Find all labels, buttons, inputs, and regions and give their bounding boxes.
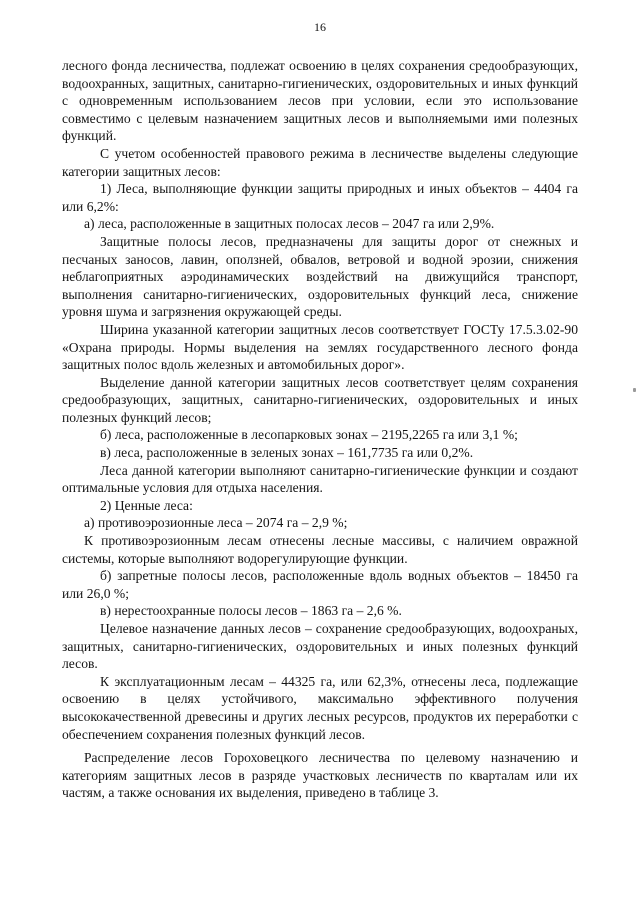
- scan-speck-decoration: [633, 388, 636, 392]
- paragraph-distribution-table-reference: Распределение лесов Гороховецкого лесничества по целевому назначению и категориям защитных лесов в разряде участковых лесничеств по кварталам или их частям, а также основания их выделения, приведено в таблице 3.: [62, 750, 578, 801]
- page-number: 16: [314, 20, 326, 34]
- paragraph-sanitary-functions: Леса данной категории выполняют санитарно-гигиенические функции и создают оптимальные условия для отдыха населения.: [62, 462, 578, 496]
- paragraph-anti-erosion-description: К противоэрозионным лесам отнесены лесные массивы, с наличием овражной системы, которые выполняют водорегулирующие функции.: [62, 533, 578, 566]
- paragraph-item-v-spawning-strips: в) нерестоохранные полосы лесов – 1863 га – 2,6 %.: [100, 603, 402, 619]
- paragraph-item-a-protective-strips: а) леса, расположенные в защитных полосах лесов – 2047 га или 2,9%.: [84, 216, 495, 232]
- paragraph-protective-strips-purpose: Защитные полосы лесов, предназначены для защиты дорог от снежных и песчаных заносов, лавин, оползней, обвалов, ветровой и водной эрозии, снижения неблагоприятных аэродинамических воздействий на движущийся транспорт, выполнения санитарно-гигиенических, оздоровительных функций леса, снижение уровня шума и загрязнения окружающей среды.: [62, 233, 578, 320]
- document-body: [62, 57, 578, 802]
- paragraph-forest-fund-continuation: лесного фонда лесничества, подлежат освоению в целях сохранения средообразующих, водоохранных, защитных, санитарно-гигиенических, оздоровительных и иных функций с одновременным использованием лесов при условии, если это использование совместимо с целевым назначением защитных лесов и выполняемыми ими полезных функций.: [62, 58, 578, 144]
- paragraph-gost-width: Ширина указанной категории защитных лесов соответствует ГОСТу 17.5.3.02-90 «Охрана природы. Нормы выделения на землях государственного лесного фонда защитных полос вдоль железных и автомобильных дорог».: [62, 321, 578, 373]
- paragraph-item-b-restricted-strips: б) запретные полосы лесов, расположенные вдоль водных объектов – 18450 га или 26,0 %;: [62, 568, 578, 601]
- paragraph-purpose-of-forests: Целевое назначение данных лесов – сохранение средообразующих, водоохраных, защитных, санитарно-гигиенических, оздоровительных и иных полезных функций лесов.: [62, 621, 578, 672]
- paragraph-protective-categories-intro: С учетом особенностей правового режима в лесничестве выделены следующие категории защитных лесов:: [62, 145, 578, 179]
- paragraph-exploitation-forests: К эксплуатационным лесам – 44325 га, или 62,3%, отнесены леса, подлежащие освоению в целях устойчивого, максимально эффективного получения высококачественной древесины и других лесных ресурсов, продуктов их переработки с обеспечением сохранения полезных функций лесов.: [62, 673, 578, 742]
- paragraph-item-a-anti-erosion: а) противоэрозионные леса – 2074 га – 2,9 %;: [84, 515, 348, 531]
- paragraph-category-1-protection-functions: 1) Леса, выполняющие функции защиты природных и иных объектов – 4404 га или 6,2%:: [62, 181, 578, 214]
- paragraph-category-allocation-goals: Выделение данной категории защитных лесов соответствует целям сохранения средообразующих, защитных, санитарно-гигиенических, оздоровительных и иных полезных функций лесов;: [62, 374, 578, 425]
- paragraph-item-b-forest-park-zones: б) леса, расположенные в лесопарковых зонах – 2195,2265 га или 3,1 %;: [100, 427, 518, 443]
- paragraph-category-2-valuable-forests: 2) Ценные леса:: [100, 497, 193, 513]
- paragraph-item-v-green-zones: в) леса, расположенные в зеленых зонах – 161,7735 га или 0,2%.: [100, 445, 474, 461]
